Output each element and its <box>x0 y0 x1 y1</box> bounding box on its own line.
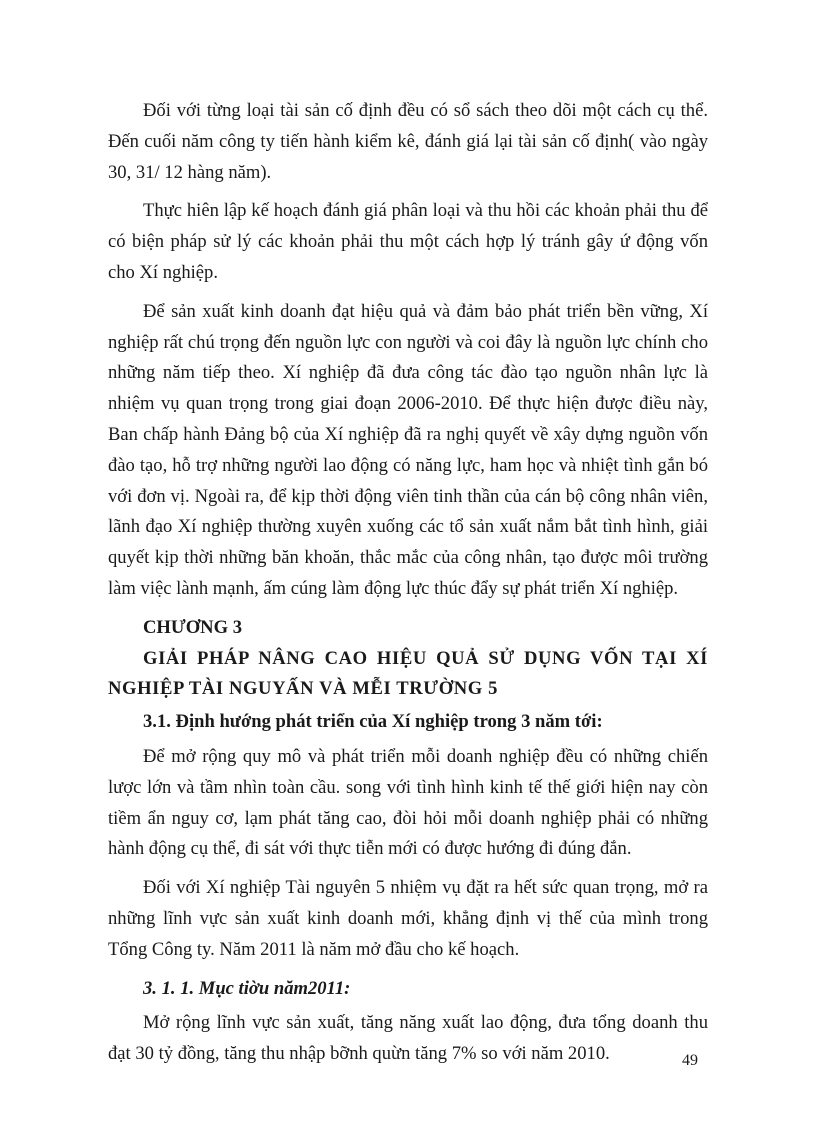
paragraph-mission: Đối với Xí nghiệp Tài nguyên 5 nhiệm vụ đặt ra hết sức quan trọng, mở ra những lĩnh vực sản xuất kinh doanh mới, khẳng định vị thế của mình trong Tổng Công ty. Năm 2011 là năm mở đầu cho kế hoạch. <box>108 877 708 960</box>
paragraph-strategy: Để mở rộng quy mô và phát triển mỗi doanh nghiệp đều có những chiến lược lớn và tầm nhìn toàn cầu. song với tình hình kinh tế thế giới hiện nay còn tiềm ẩn nguy cơ, lạm phát tăng cao, đòi hỏi mỗi doanh nghiệp phải có những hành động cụ thể, đi sát với thực tiễn mới có được hướng đi đúng đắn. <box>108 745 708 860</box>
paragraph-fixed-assets: Đối với từng loại tài sản cố định đều có sổ sách theo dõi một cách cụ thể. Đến cuối năm công ty tiến hành kiểm kê, đánh giá lại tài sản cố định( vào ngày 30, 31/ 12 hàng năm). <box>108 100 708 183</box>
page-number: 49 <box>682 1052 698 1069</box>
section-heading: 3.1. Định hướng phát triển của Xí nghiệp trong 3 năm tới: <box>143 711 603 733</box>
paragraph-human-resources: Để sản xuất kinh doanh đạt hiệu quả và đảm bảo phát triển bền vững, Xí nghiệp rất chú trọng đến nguồn lực con người và coi đây là nguồn lực chính cho những năm tiếp theo. Xí nghiệp đã đưa công tác đào tạo nguồn nhân lực là nhiệm vụ quan trọng trong giai đoạn 2006-2010. Để thực hiện được điều này, Ban chấp hành Đảng bộ của Xí nghiệp đã ra nghị quyết về xây dựng nguồn vốn đào tạo, hỗ trợ những người lao động có năng lực, ham học và nhiệt tình gắn bó với đơn vị. Ngoài ra, để kịp thời động viên tinh thần của cán bộ công nhân viên, lãnh đạo Xí nghiệp thường xuyên xuống các tổ sản xuất nắm bắt tình hình, giải quyết kịp thời những băn khoăn, thắc mắc của công nhân, tạo được môi trường làm việc lành mạnh, ấm cúng làm động lực thúc đẩy sự phát triển Xí nghiệp. <box>108 300 708 599</box>
subsection-heading: 3. 1. 1. Mục tiờu năm2011: <box>143 977 351 999</box>
chapter-title: GIẢI PHÁP NÂNG CAO HIỆU QUẢ SỬ DỤNG VỐN TẠI XÍ NGHIỆP TÀI NGUYẤN VÀ MỄI TRƯỜNG 5 <box>108 647 708 700</box>
document-body <box>108 96 708 1078</box>
paragraph-goals: Mở rộng lĩnh vực sản xuất, tăng năng xuất lao động, đưa tổng doanh thu đạt 30 tỷ đồng, tăng thu nhập bỡnh quừn tăng 7% so với năm 2010. <box>108 1012 708 1065</box>
paragraph-receivables: Thực hiên lập kế hoạch đánh giá phân loại và thu hồi các khoản phải thu để có biện pháp sử lý các khoản phải thu một cách hợp lý tránh gây ứ động vốn cho Xí nghiệp. <box>108 200 708 283</box>
chapter-label: CHƯƠNG 3 <box>143 616 242 638</box>
